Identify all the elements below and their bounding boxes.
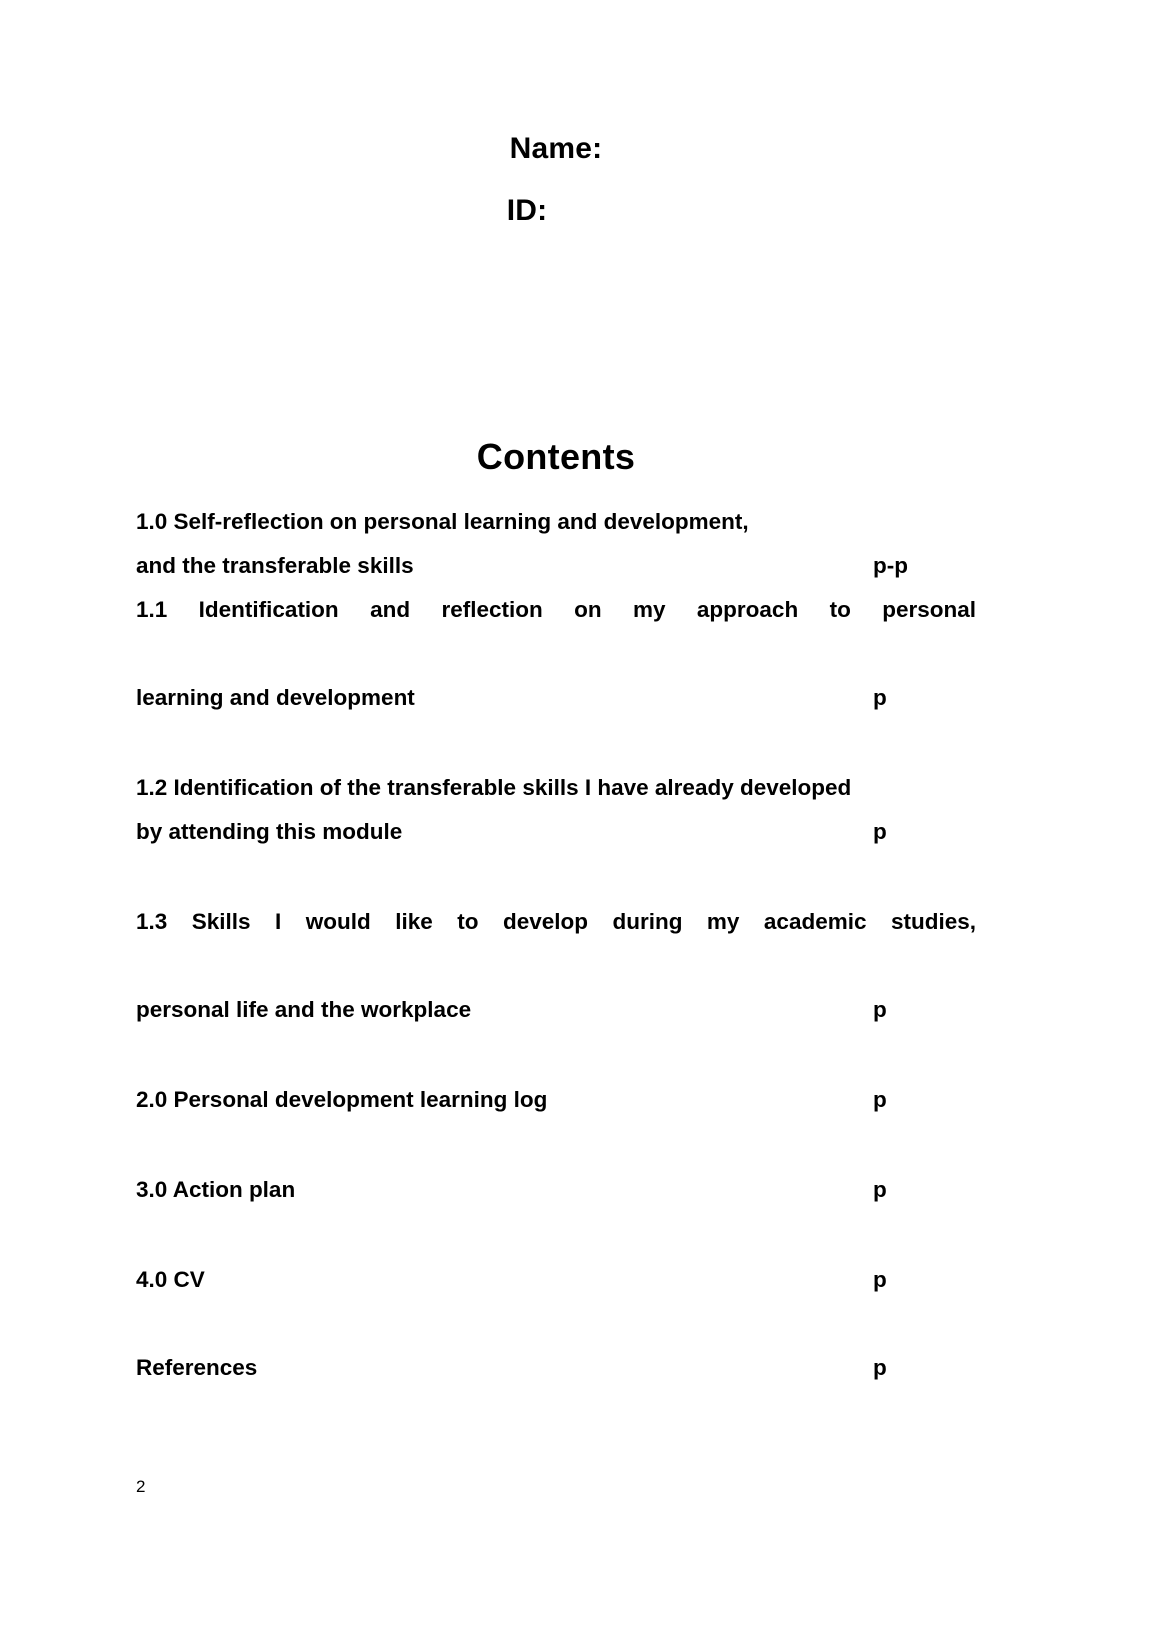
spacer: [136, 1212, 976, 1258]
toc-entry-1-0[interactable]: [136, 500, 976, 588]
toc-entry-title-line2: personal life and the workplace: [136, 997, 472, 1022]
toc-entry-title-line1: 1.1 Identification and reflection on my approach to personal: [136, 597, 976, 622]
spacer: [136, 854, 976, 900]
spacer: [136, 1122, 976, 1168]
spacer: [136, 720, 976, 766]
toc-page-ref: p-p: [873, 553, 908, 578]
toc-page-ref: p: [873, 1177, 887, 1202]
toc-entry-title: 2.0 Personal development learning log: [136, 1087, 548, 1112]
toc-entry-title-line1: 1.0 Self-reflection on personal learning and development,: [136, 509, 749, 534]
toc-entry-title-line2: learning and development: [136, 685, 415, 710]
toc-entry-1-3[interactable]: [136, 900, 976, 1032]
toc-entry-title: 3.0 Action plan: [136, 1177, 296, 1202]
page-number: 2: [136, 1477, 146, 1496]
document-header: [136, 118, 976, 242]
spacer: [136, 1302, 976, 1346]
toc-entry-title-line1: 1.3 Skills I would like to develop during my academic studies,: [136, 909, 976, 934]
contents-heading: Contents: [476, 436, 636, 477]
toc-entry-title: 4.0 CV: [136, 1267, 205, 1292]
toc-page-ref: p: [873, 819, 887, 844]
toc-page-ref: p: [873, 685, 887, 710]
table-of-contents: [136, 500, 976, 1390]
toc-entry-1-1[interactable]: [136, 588, 976, 720]
toc-entry-title-line1: 1.2 Identification of the transferable skills I have already developed: [136, 775, 852, 800]
toc-entry-4-0[interactable]: [136, 1258, 976, 1302]
toc-entry-1-2[interactable]: [136, 766, 976, 854]
toc-entry-3-0[interactable]: [136, 1168, 976, 1212]
toc-entry-references[interactable]: [136, 1346, 976, 1390]
id-label: ID:: [506, 194, 548, 227]
toc-page-ref: p: [873, 1087, 887, 1112]
spacer: [136, 1032, 976, 1078]
name-label: Name:: [509, 132, 603, 165]
toc-entry-2-0[interactable]: [136, 1078, 976, 1122]
toc-page-ref: p: [873, 1355, 887, 1380]
toc-page-ref: p: [873, 997, 887, 1022]
toc-page-ref: p: [873, 1267, 887, 1292]
toc-entry-title-line2: and the transferable skills: [136, 553, 414, 578]
toc-entry-title-line2: by attending this module: [136, 819, 403, 844]
toc-entry-title: References: [136, 1355, 258, 1380]
